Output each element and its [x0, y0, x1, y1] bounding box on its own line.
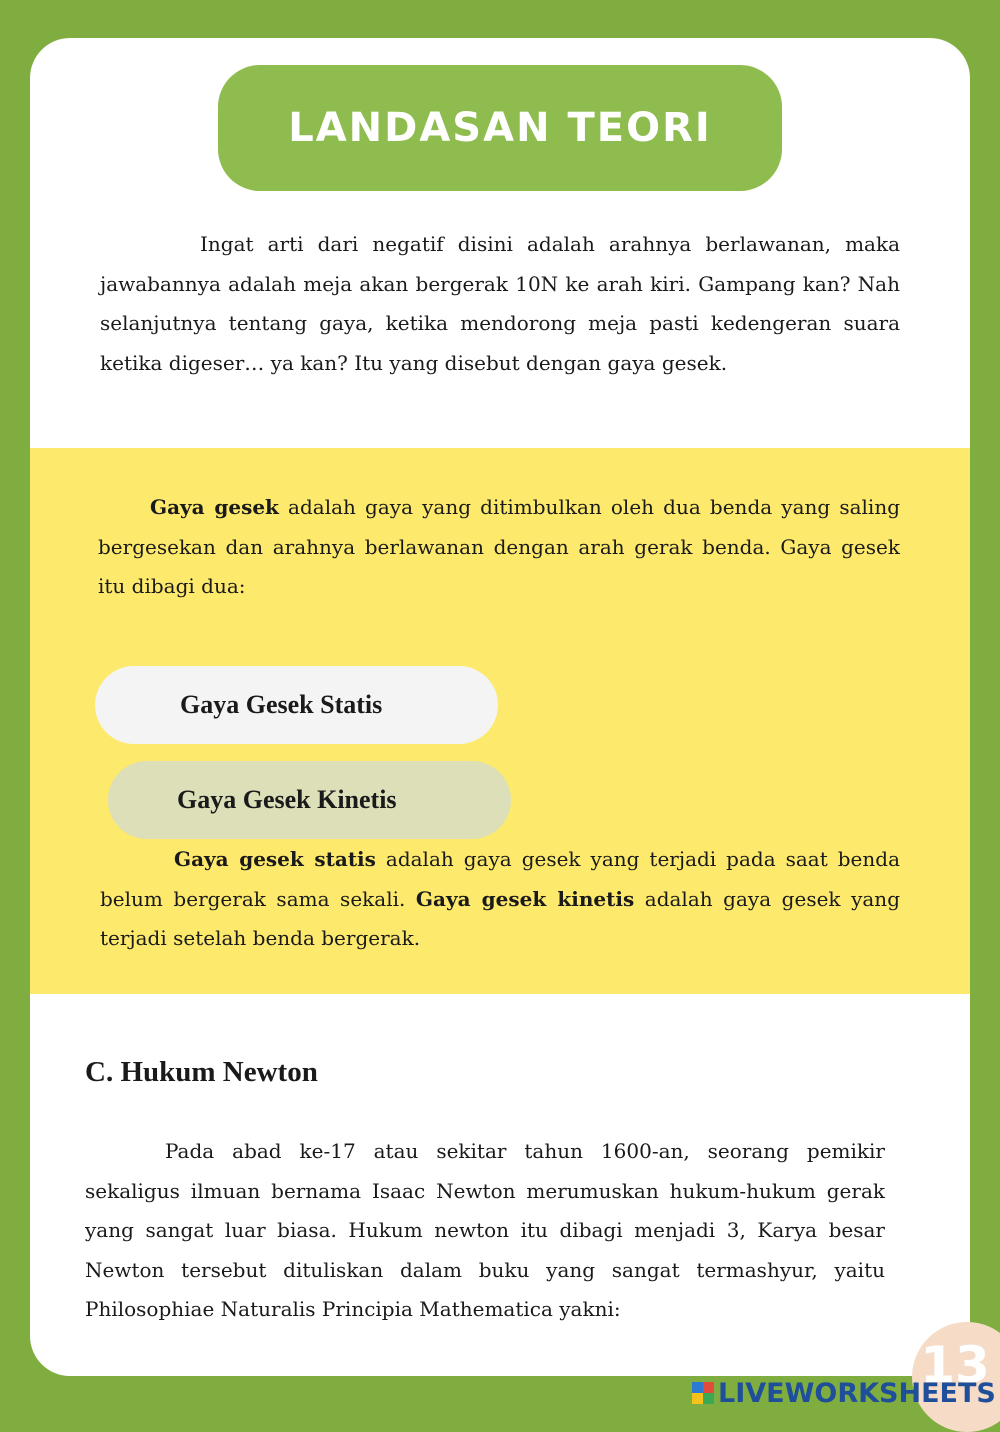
gesek-definition-text: adalah gaya yang ditimbulkan oleh dua benda yang saling bergesekan dan arahnya berlawanan dengan arah gerak benda. Gaya gesek itu dibagi dua: [98, 495, 901, 598]
kinetis-pill [108, 761, 511, 839]
statis-text: adalah gaya gesek yang terjadi pada saat benda belum bergerak sama sekali. [100, 847, 901, 911]
kinetis-text: adalah gaya gesek yang terjadi setelah benda bergerak. [100, 886, 900, 950]
intro-paragraph [100, 225, 900, 383]
statis-label: Gaya Gesek Statis [180, 690, 383, 719]
liveworksheets-watermark [692, 1376, 996, 1410]
page-card [30, 38, 970, 1376]
kinetis-label: Gaya Gesek Kinetis [177, 785, 397, 814]
section-heading: C. Hukum Newton [85, 1056, 318, 1088]
statis-term: Gaya gesek statis [174, 847, 376, 871]
gesek-term: Gaya gesek [150, 495, 279, 519]
newton-text: Pada abad ke-17 atau sekitar tahun 1600-an, seorang pemikir sekaligus ilmuan bernama Isaac Newton merumuskan hukum-hukum gerak yang sangat luar biasa. Hukum newton itu dibagi menjadi 3, Karya besar Newton tersebut dituliskan dalam buku yang sangat termashyur, yaitu Philosophiae Naturalis Principia Mathematica yakni: [85, 1139, 885, 1321]
page-title: LANDASAN TEORI [288, 105, 712, 151]
page-number: 13 [920, 1336, 990, 1394]
types-explanation-paragraph [100, 840, 900, 959]
newton-paragraph [85, 1132, 885, 1330]
gaya-gesek-section [30, 448, 970, 994]
statis-pill [95, 666, 498, 744]
title-banner [218, 65, 782, 191]
liveworksheets-logo-icon [692, 1382, 714, 1404]
kinetis-term: Gaya gesek kinetis [415, 886, 635, 911]
intro-text: Ingat arti dari negatif disini adalah arahnya berlawanan, maka jawabannya adalah meja akan bergerak 10N ke arah kiri. Gampang kan? Nah selanjutnya tentang gaya, ketika mendorong meja pasti kedengeran suara ketika digeser… ya kan? Itu yang disebut dengan gaya gesek. [100, 232, 900, 375]
gesek-definition-paragraph [98, 488, 900, 607]
watermark-text: LIVEWORKSHEETS [718, 1377, 996, 1409]
